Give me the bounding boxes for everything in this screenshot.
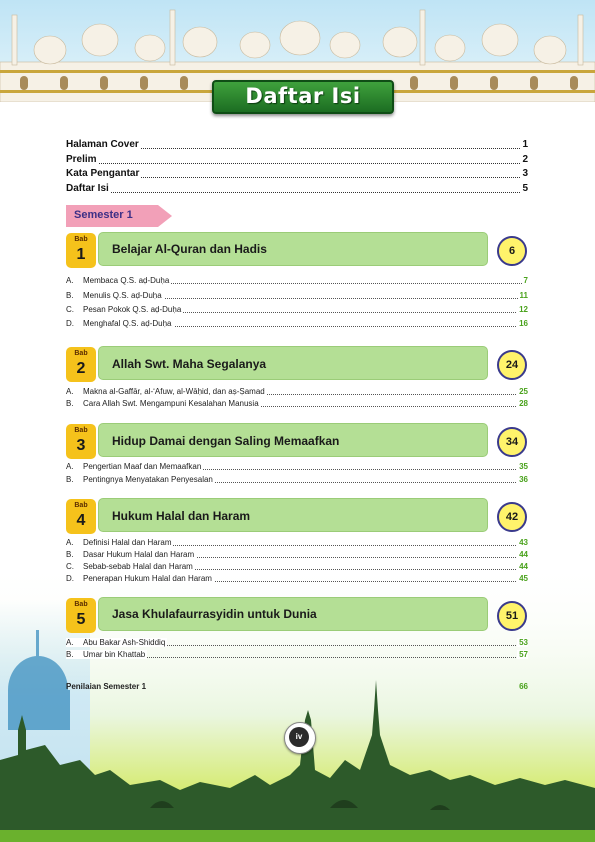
front-matter-page: 5 <box>522 183 528 194</box>
front-matter-row[interactable] <box>66 168 528 182</box>
front-matter-row[interactable] <box>66 183 528 197</box>
section-page: 16 <box>519 319 528 328</box>
section-letter: B. <box>66 550 74 559</box>
chapter-title: Hidup Damai dengan Saling Memaafkan <box>112 434 340 448</box>
bab-word: Bab <box>74 502 88 509</box>
section-title: Dasar Hukum Halal dan Haram <box>83 550 195 559</box>
assessment-row[interactable] <box>66 682 528 694</box>
chapter-title: Allah Swt. Maha Segalanya <box>112 357 267 371</box>
section-letter: B. <box>66 475 74 484</box>
page-number: iv <box>289 727 309 747</box>
section-page: 44 <box>519 550 528 559</box>
page-title: Daftar Isi <box>245 84 361 108</box>
section-page: 35 <box>519 462 528 471</box>
chapter-page-circle: 6 <box>497 236 527 266</box>
semester-label: Semester 1 <box>74 209 133 221</box>
bab-number: 1 <box>76 246 86 263</box>
section-title: Menulis Q.S. aḍ-Duḥa <box>83 291 162 300</box>
front-matter-label: Daftar Isi <box>66 183 109 194</box>
section-letter: A. <box>66 387 74 396</box>
front-matter-page: 3 <box>522 168 528 179</box>
section-row[interactable] <box>66 399 528 411</box>
front-matter-row[interactable] <box>66 154 528 168</box>
front-matter-label: Prelim <box>66 154 97 165</box>
section-page: 36 <box>519 475 528 484</box>
section-page: 57 <box>519 650 528 659</box>
front-matter-page: 1 <box>522 139 528 150</box>
section-title: Makna al-Gaffār, al-ʻAfuw, al-Wāḥid, dan aṣ-Ṣamad <box>83 387 265 396</box>
section-letter: A. <box>66 462 74 471</box>
front-matter-page: 2 <box>522 154 528 165</box>
section-title: Pengertian Maaf dan Memaafkan <box>83 462 202 471</box>
section-title: Abu Bakar Ash-Shiddiq <box>83 638 166 647</box>
section-letter: A. <box>66 638 74 647</box>
section-title: Penerapan Hukum Halal dan Haram <box>83 574 212 583</box>
section-row[interactable] <box>66 319 528 331</box>
bab-word: Bab <box>74 427 88 434</box>
section-row[interactable] <box>66 475 528 487</box>
section-title: Pentingnya Menyatakan Penyesalan <box>83 475 213 484</box>
section-row[interactable] <box>66 562 528 574</box>
section-letter: C. <box>66 562 74 571</box>
section-title: Menghafal Q.S. aḍ-Duḥa <box>83 319 172 328</box>
section-title: Pesan Pokok Q.S. aḍ-Duḥa <box>83 305 182 314</box>
bab-number: 2 <box>76 360 86 377</box>
section-row[interactable] <box>66 574 528 586</box>
section-title: Definisi Halal dan Haram <box>83 538 172 547</box>
bab-word: Bab <box>74 601 88 608</box>
section-page: 12 <box>519 305 528 314</box>
front-matter-label: Kata Pengantar <box>66 168 140 179</box>
section-page: 28 <box>519 399 528 408</box>
section-page: 43 <box>519 538 528 547</box>
section-page: 44 <box>519 562 528 571</box>
bab-word: Bab <box>74 350 88 357</box>
section-row[interactable] <box>66 462 528 474</box>
section-page: 25 <box>519 387 528 396</box>
section-page: 7 <box>523 276 528 285</box>
assessment-page: 66 <box>519 682 528 691</box>
section-page: 11 <box>519 291 528 300</box>
section-letter: D. <box>66 319 74 328</box>
chapter-title: Belajar Al-Quran dan Hadis <box>112 242 267 256</box>
chapter-title: Jasa Khulafaurrasyidin untuk Dunia <box>112 607 317 621</box>
chapter-page-circle: 24 <box>497 350 527 380</box>
section-letter: A. <box>66 538 74 547</box>
section-row[interactable] <box>66 305 528 317</box>
section-row[interactable] <box>66 538 528 550</box>
chapter-page-circle: 51 <box>497 601 527 631</box>
section-page: 53 <box>519 638 528 647</box>
section-title: Membaca Q.S. aḍ-Duḥa <box>83 276 170 285</box>
section-letter: B. <box>66 650 74 659</box>
chapter-page-circle: 42 <box>497 502 527 532</box>
section-row[interactable] <box>66 387 528 399</box>
section-letter: C. <box>66 305 74 314</box>
bab-number: 3 <box>76 437 86 454</box>
bab-word: Bab <box>74 236 88 243</box>
bab-number: 5 <box>76 611 86 628</box>
section-page: 45 <box>519 574 528 583</box>
bab-number: 4 <box>76 512 86 529</box>
section-title: Sebab-sebab Halal dan Haram <box>83 562 193 571</box>
front-matter-label: Halaman Cover <box>66 139 139 150</box>
section-letter: A. <box>66 276 74 285</box>
chapter-page-circle: 34 <box>497 427 527 457</box>
section-row[interactable] <box>66 550 528 562</box>
section-row[interactable] <box>66 276 528 288</box>
section-letter: D. <box>66 574 74 583</box>
section-row[interactable] <box>66 650 528 662</box>
section-row[interactable] <box>66 638 528 650</box>
front-matter-row[interactable] <box>66 139 528 153</box>
section-letter: B. <box>66 399 74 408</box>
assessment-label: Penilaian Semester 1 <box>66 682 147 691</box>
section-letter: B. <box>66 291 74 300</box>
section-title: Cara Allah Swt. Mengampuni Kesalahan Manusia <box>83 399 259 408</box>
chapter-title: Hukum Halal dan Haram <box>112 509 251 523</box>
section-title: Umar bin Khattab <box>83 650 146 659</box>
section-row[interactable] <box>66 291 528 303</box>
